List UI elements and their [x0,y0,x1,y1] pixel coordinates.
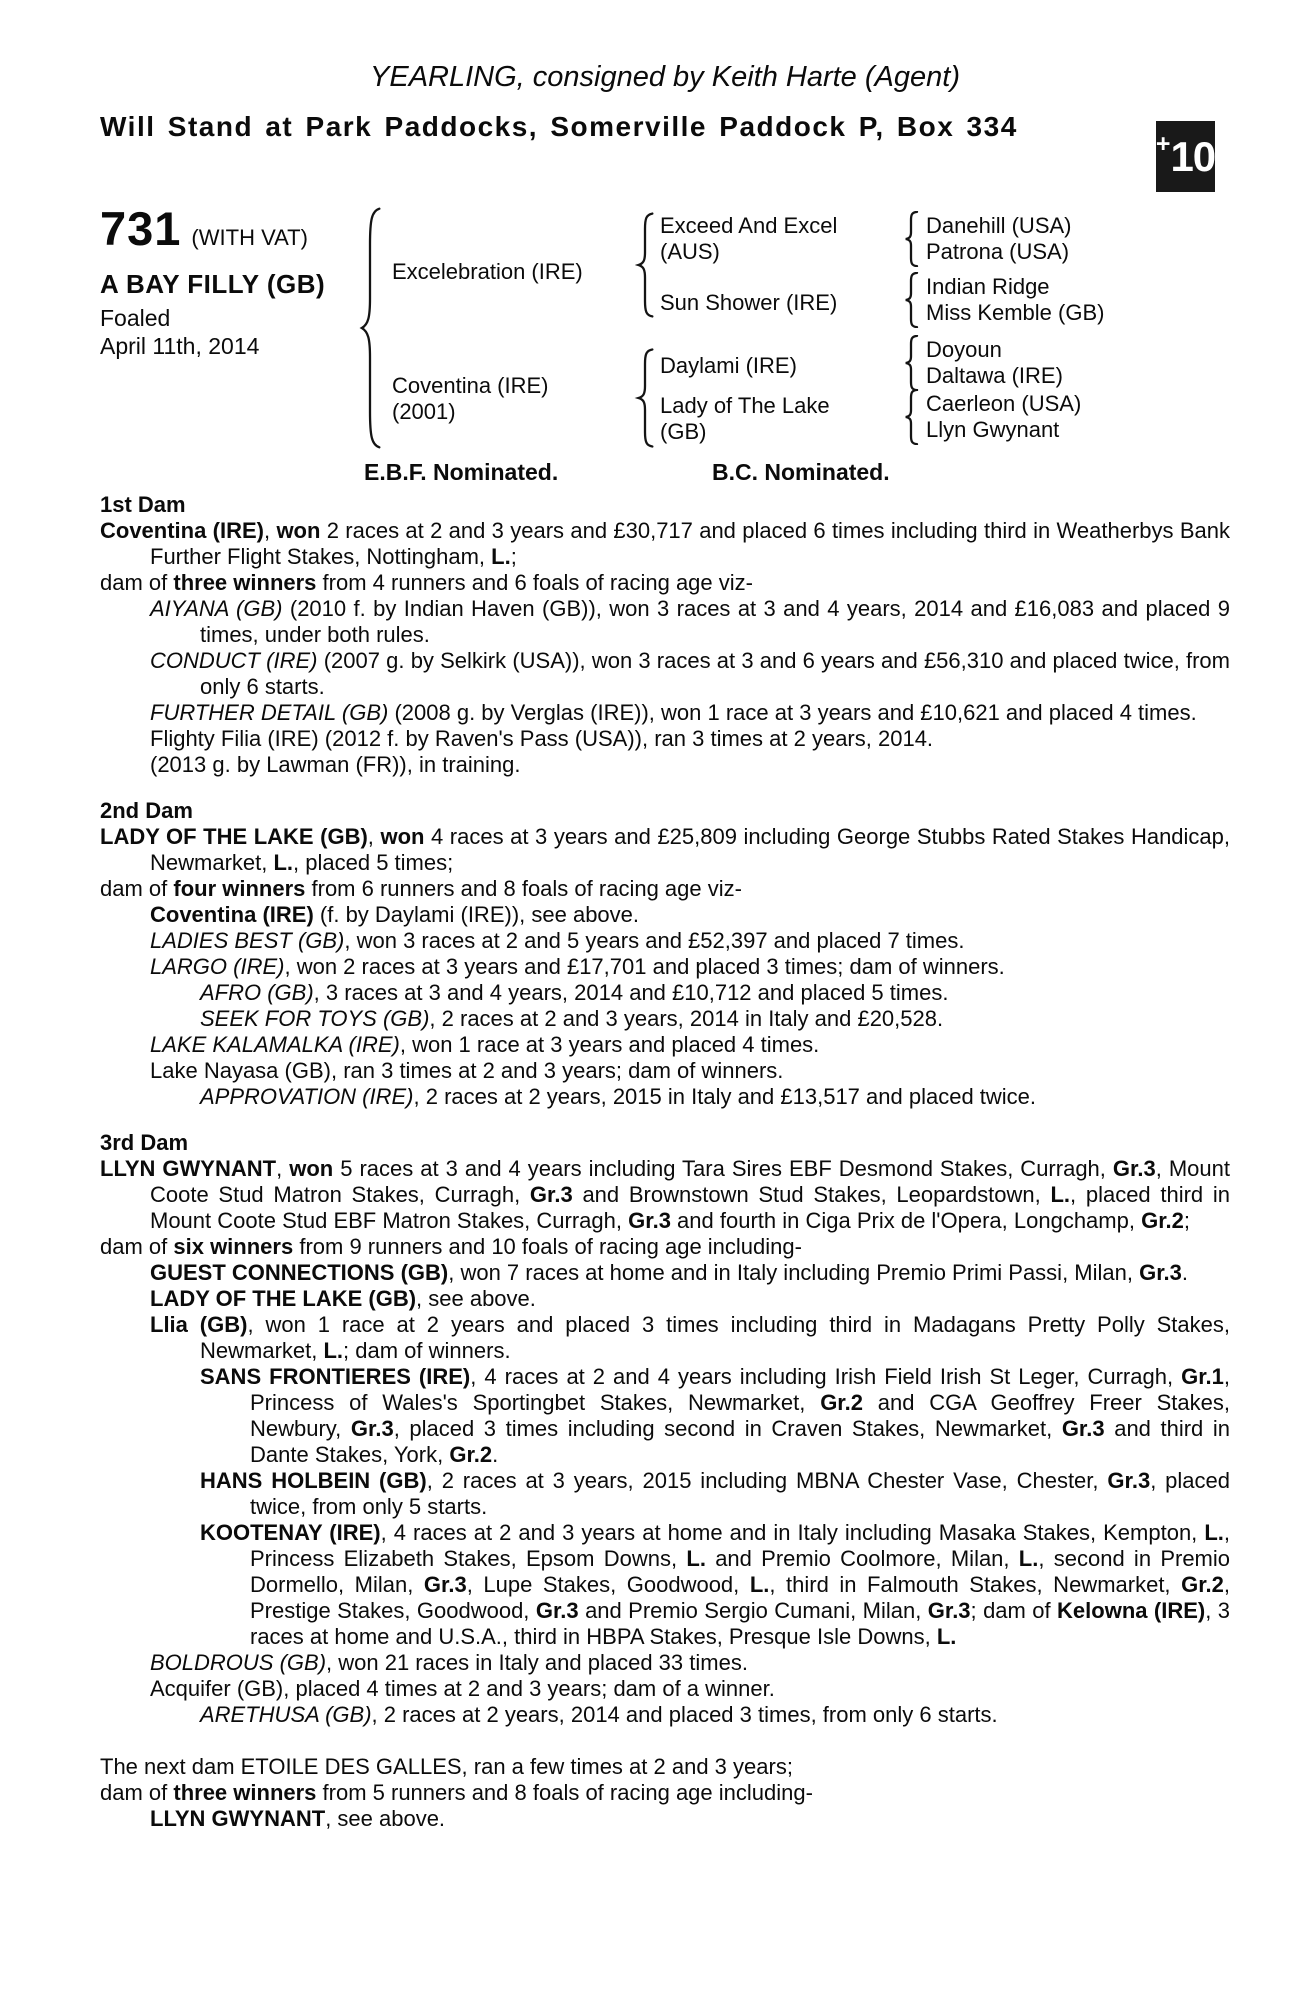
pedigree-brace-icon [356,205,384,451]
pedigree-brace-icon [634,348,656,448]
pedigree-paragraph: AFRO (GB), 3 races at 3 and 4 years, 2014 and £10,712 and placed 5 times. [200,980,949,1005]
pedigree-paragraph: KOOTENAY (IRE), 4 races at 2 and 3 years at home and in Italy including Masaka Stakes, Kempton, L., Princess Elizabeth Stakes, Epsom Downs, L. and Premio Coolmore, Milan, L., second in Premio Dormello, Milan, Gr.3, Lupe Stakes, Goodwood, L., third in Falmouth Stakes, Newmarket, Gr.2, Prestige Stakes, Goodwood, Gr.3 and Premio Sergio Cumani, Milan, Gr.3; dam of Kelowna (IRE), 3 races at home and U.S.A., third in HBPA Stakes, Presque Isle Downs, L. [200,1520,1231,1649]
pedigree-entry: Lady of The Lake [660,393,830,418]
dam-section-heading: 1st Dam [100,492,186,517]
pedigree-paragraph: HANS HOLBEIN (GB), 2 races at 3 years, 2015 including MBNA Chester Vase, Chester, Gr.3, placed twice, from only 5 starts. [200,1468,1231,1519]
vat-note: (WITH VAT) [191,225,308,250]
pedigree-paragraph: AIYANA (GB) (2010 f. by Indian Haven (GB)), won 3 races at 3 and 4 years, 2014 and £16,083 and placed 9 times, under both rules. [150,596,1230,647]
pedigree-brace-icon [902,211,920,267]
pedigree-paragraph: SANS FRONTIERES (IRE), 4 races at 2 and 4 years including Irish Field Irish St Leger, Curragh, Gr.1, Princess of Wales's Sportingbet Stakes, Newmarket, Gr.2 and CGA Geoffrey Freer Stakes, Newbury, Gr.3, placed 3 times including second in Craven Stakes, Newmarket, Gr.3 and third in Dante Stakes, York, Gr.2. [200,1364,1231,1467]
pedigree-sire: Excelebration (IRE) [392,259,583,284]
pedigree-entry: Patrona (USA) [926,239,1070,264]
pedigree-entry: Daylami (IRE) [660,353,797,378]
pedigree-paragraph: Coventina (IRE), won 2 races at 2 and 3 years and £30,717 and placed 6 times including third in Weatherbys Bank Further Flight Stakes, Nottingham, L.; [100,518,1230,569]
pedigree-entry: Doyoun [926,337,1002,362]
pedigree-text [100,492,1230,1832]
pedigree-entry: Sun Shower (IRE) [660,290,838,315]
pedigree-brace-icon [902,389,920,445]
pedigree-paragraph: Flighty Filia (IRE) (2012 f. by Raven's Pass (USA)), ran 3 times at 2 years, 2014. [150,726,934,751]
pedigree-paragraph: dam of six winners from 9 runners and 10 foals of racing age including- [100,1234,802,1259]
pedigree-entry: Miss Kemble (GB) [926,300,1105,325]
pedigree-paragraph: BOLDROUS (GB), won 21 races in Italy and placed 33 times. [150,1650,748,1675]
stand-location-line: Will Stand at Park Paddocks, Somerville Paddock P, Box 334 [100,111,1018,142]
pedigree-entry: Danehill (USA) [926,213,1072,238]
pedigree-paragraph: Coventina (IRE) (f. by Daylami (IRE)), see above. [150,902,640,927]
pedigree-paragraph: LADIES BEST (GB), won 3 races at 2 and 5 years and £52,397 and placed 7 times. [150,928,965,953]
nominations-line [100,459,1230,486]
pedigree-paragraph: Acquifer (GB), placed 4 times at 2 and 3 years; dam of a winner. [150,1676,775,1701]
pedigree-paragraph: dam of four winners from 6 runners and 8 foals of racing age viz- [100,876,742,901]
lot-description: A BAY FILLY (GB) [100,269,326,299]
pedigree-paragraph: ARETHUSA (GB), 2 races at 2 years, 2014 and placed 3 times, from only 6 starts. [200,1702,998,1727]
pedigree-brace-icon [902,272,920,328]
pedigree-brace-icon [634,212,656,318]
pedigree-paragraph: APPROVATION (IRE), 2 races at 2 years, 2015 in Italy and £13,517 and placed twice. [200,1084,1037,1109]
pedigree-entry: (AUS) [660,239,720,264]
pedigree-paragraph: (2013 g. by Lawman (FR)), in training. [150,752,521,777]
badge-number: 10 [1170,132,1216,180]
pedigree-table [100,202,1230,453]
pedigree-dam-year: (2001) [392,399,456,424]
plus-sign: + [1155,130,1171,158]
dam-section-heading: 2nd Dam [100,798,193,823]
pedigree-paragraph: CONDUCT (IRE) (2007 g. by Selkirk (USA)), won 3 races at 3 and 6 years and £56,310 and placed twice, from only 6 starts. [150,648,1230,699]
pedigree-paragraph: FURTHER DETAIL (GB) (2008 g. by Verglas (IRE)), won 1 race at 3 years and £10,621 and placed 4 times. [150,700,1197,725]
pedigree-paragraph: dam of three winners from 4 runners and 6 foals of racing age viz- [100,570,753,595]
pedigree-entry: Indian Ridge [926,274,1050,299]
pedigree-paragraph: LARGO (IRE), won 2 races at 3 years and £17,701 and placed 3 times; dam of winners. [150,954,1005,979]
pedigree-paragraph: dam of three winners from 5 runners and 8 foals of racing age including- [100,1780,813,1805]
pedigree-entry: Caerleon (USA) [926,391,1082,416]
page-content [100,0,1230,1832]
lot-number: 731 [100,202,182,255]
foaled-label: Foaled [100,305,171,331]
pedigree-paragraph: LADY OF THE LAKE (GB), see above. [150,1286,536,1311]
pedigree-dam: Coventina (IRE) [392,373,549,398]
dam-section-heading: 3rd Dam [100,1130,189,1155]
pedigree-paragraph: LLYN GWYNANT, see above. [150,1806,446,1831]
pedigree-paragraph: The next dam ETOILE DES GALLES, ran a few times at 2 and 3 years; [100,1754,793,1779]
pedigree-paragraph: GUEST CONNECTIONS (GB), won 7 races at home and in Italy including Premio Primi Passi, Milan, Gr.3. [150,1260,1189,1285]
pedigree-entry: Daltawa (IRE) [926,363,1063,388]
pedigree-paragraph: LADY OF THE LAKE (GB), won 4 races at 3 years and £25,809 including George Stubbs Rated Stakes Handicap, Newmarket, L., placed 5 times; [100,824,1231,875]
pedigree-paragraph: Lake Nayasa (GB), ran 3 times at 2 and 3 years; dam of winners. [150,1058,784,1083]
consignor-line: YEARLING, consigned by Keith Harte (Agent) [370,61,960,93]
pedigree-paragraph: LLYN GWYNANT, won 5 races at 3 and 4 years including Tara Sires EBF Desmond Stakes, Curragh, Gr.3, Mount Coote Stud Matron Stakes, Curragh, Gr.3 and Brownstown Stud Stakes, Leopardstown, L., placed third in Mount Coote Stud EBF Matron Stakes, Curragh, Gr.3 and fourth in Ciga Prix de l'Opera, Longchamp, Gr.2; [100,1156,1230,1233]
pedigree-paragraph: SEEK FOR TOYS (GB), 2 races at 2 and 3 years, 2014 in Italy and £20,528. [200,1006,944,1031]
pedigree-paragraph: LAKE KALAMALKA (IRE), won 1 race at 3 years and placed 4 times. [150,1032,820,1057]
pedigree-entry: (GB) [660,419,707,444]
pedigree-brace-icon [902,335,920,391]
pedigree-entry: Llyn Gwynant [926,417,1060,442]
bc-nomination: B.C. Nominated. [712,459,890,485]
ebf-nomination: E.B.F. Nominated. [364,459,559,485]
pedigree-entry: Exceed And Excel [660,213,838,238]
foaled-date: April 11th, 2014 [100,333,260,359]
lot-header [100,202,308,255]
pedigree-paragraph: Llia (GB), won 1 race at 2 years and placed 3 times including third in Madagans Pretty Polly Stakes, Newmarket, L.; dam of winners. [150,1312,1230,1363]
